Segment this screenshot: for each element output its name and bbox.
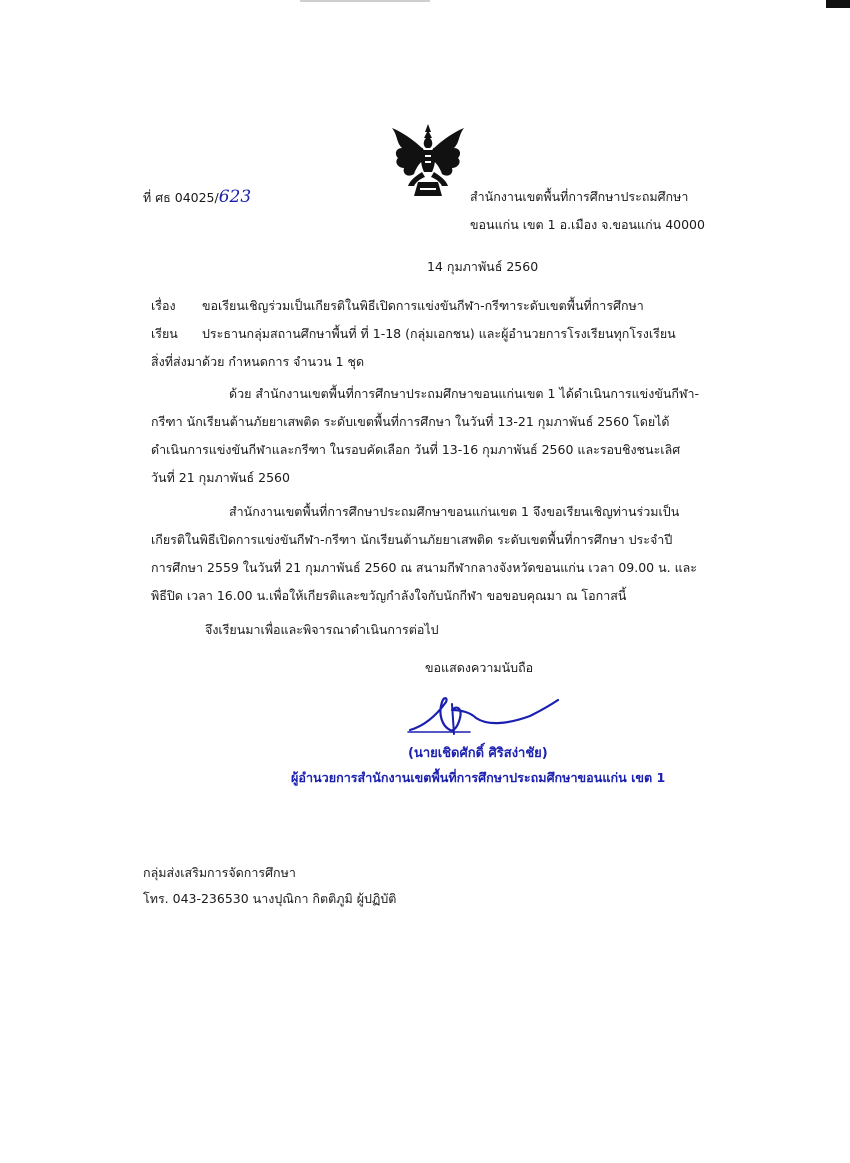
paragraph1-line2: กรีฑา นักเรียนต้านภัยยาเสพติด ระดับเขตพื้นที่การศึกษา ในวันที่ 13-21 กุมภาพันธ์ 2560 โดยได้ bbox=[151, 414, 670, 429]
paragraph2-line2: เกียรติในพิธีเปิดการแข่งขันกีฬา-กรีฑา นักเรียนต้านภัยยาเสพติด ระดับเขตพื้นที่การศึกษา ประจำปี bbox=[151, 532, 673, 547]
reference-line bbox=[143, 187, 251, 208]
office-address-line1: สำนักงานเขตพื้นที่การศึกษาประถมศึกษา bbox=[470, 189, 689, 204]
handwritten-signature bbox=[400, 690, 565, 742]
paragraph2-line1: สำนักงานเขตพื้นที่การศึกษาประถมศึกษาขอนแก่นเขต 1 จึงขอเรียนเชิญท่านร่วมเป็น bbox=[229, 504, 680, 519]
paragraph1-line3: ดำเนินการแข่งขันกีฬาและกรีฑา ในรอบคัดเลือก วันที่ 13-16 กุมภาพันธ์ 2560 และรอบชิงชนะเลิศ bbox=[151, 442, 681, 457]
recipient-text: ประธานกลุ่มสถานศึกษาพื้นที่ ที่ 1-18 (กลุ่มเอกชน) และผู้อำนวยการโรงเรียนทุกโรงเรียน bbox=[202, 326, 676, 341]
footer-contact: โทร. 043-236530 นางปุณิกา กิตติภูมิ ผู้ปฏิบัติ bbox=[143, 891, 397, 906]
subject-label: เรื่อง bbox=[151, 298, 176, 313]
footer-department: กลุ่มส่งเสริมการจัดการศึกษา bbox=[143, 865, 296, 880]
closing-request: จึงเรียนมาเพื่อและพิจารณาดำเนินการต่อไป bbox=[205, 622, 439, 637]
garuda-emblem-icon bbox=[388, 122, 468, 198]
paragraph1-line1: ด้วย สำนักงานเขตพื้นที่การศึกษาประถมศึกษาขอนแก่นเขต 1 ได้ดำเนินการแข่งขันกีฬา- bbox=[229, 386, 700, 401]
enclosure-line: สิ่งที่ส่งมาด้วย กำหนดการ จำนวน 1 ชุด bbox=[151, 354, 365, 369]
reference-number-handwritten: 623 bbox=[218, 187, 252, 207]
recipient-label: เรียน bbox=[151, 326, 178, 341]
scan-edge-line bbox=[300, 0, 430, 2]
scan-corner-mark bbox=[826, 0, 850, 8]
office-address-line2: ขอนแก่น เขต 1 อ.เมือง จ.ขอนแก่น 40000 bbox=[470, 217, 705, 232]
letter-date: 14 กุมภาพันธ์ 2560 bbox=[427, 259, 539, 274]
signatory-position: ผู้อำนวยการสำนักงานเขตพื้นที่การศึกษาประถมศึกษาขอนแก่น เขต 1 bbox=[291, 770, 666, 785]
reference-label: ที่ ศธ 04025/ bbox=[143, 190, 219, 205]
salutation: ขอแสดงความนับถือ bbox=[425, 660, 534, 675]
subject-text: ขอเรียนเชิญร่วมเป็นเกียรติในพิธีเปิดการแข่งขันกีฬา-กรีฑาระดับเขตพื้นที่การศึกษา bbox=[202, 298, 644, 313]
signatory-name: (นายเชิดศักดิ์ ศิริสง่าชัย) bbox=[408, 746, 548, 761]
paragraph2-line4: พิธีปิด เวลา 16.00 น.เพื่อให้เกียรติและขวัญกำลังใจกับนักกีฬา ขอขอบคุณมา ณ โอกาสนี้ bbox=[151, 588, 627, 603]
paragraph2-line3: การศึกษา 2559 ในวันที่ 21 กุมภาพันธ์ 2560 ณ สนามกีฬากลางจังหวัดขอนแก่น เวลา 09.00 น. และ bbox=[151, 560, 698, 575]
paragraph1-line4: วันที่ 21 กุมภาพันธ์ 2560 bbox=[151, 470, 290, 485]
